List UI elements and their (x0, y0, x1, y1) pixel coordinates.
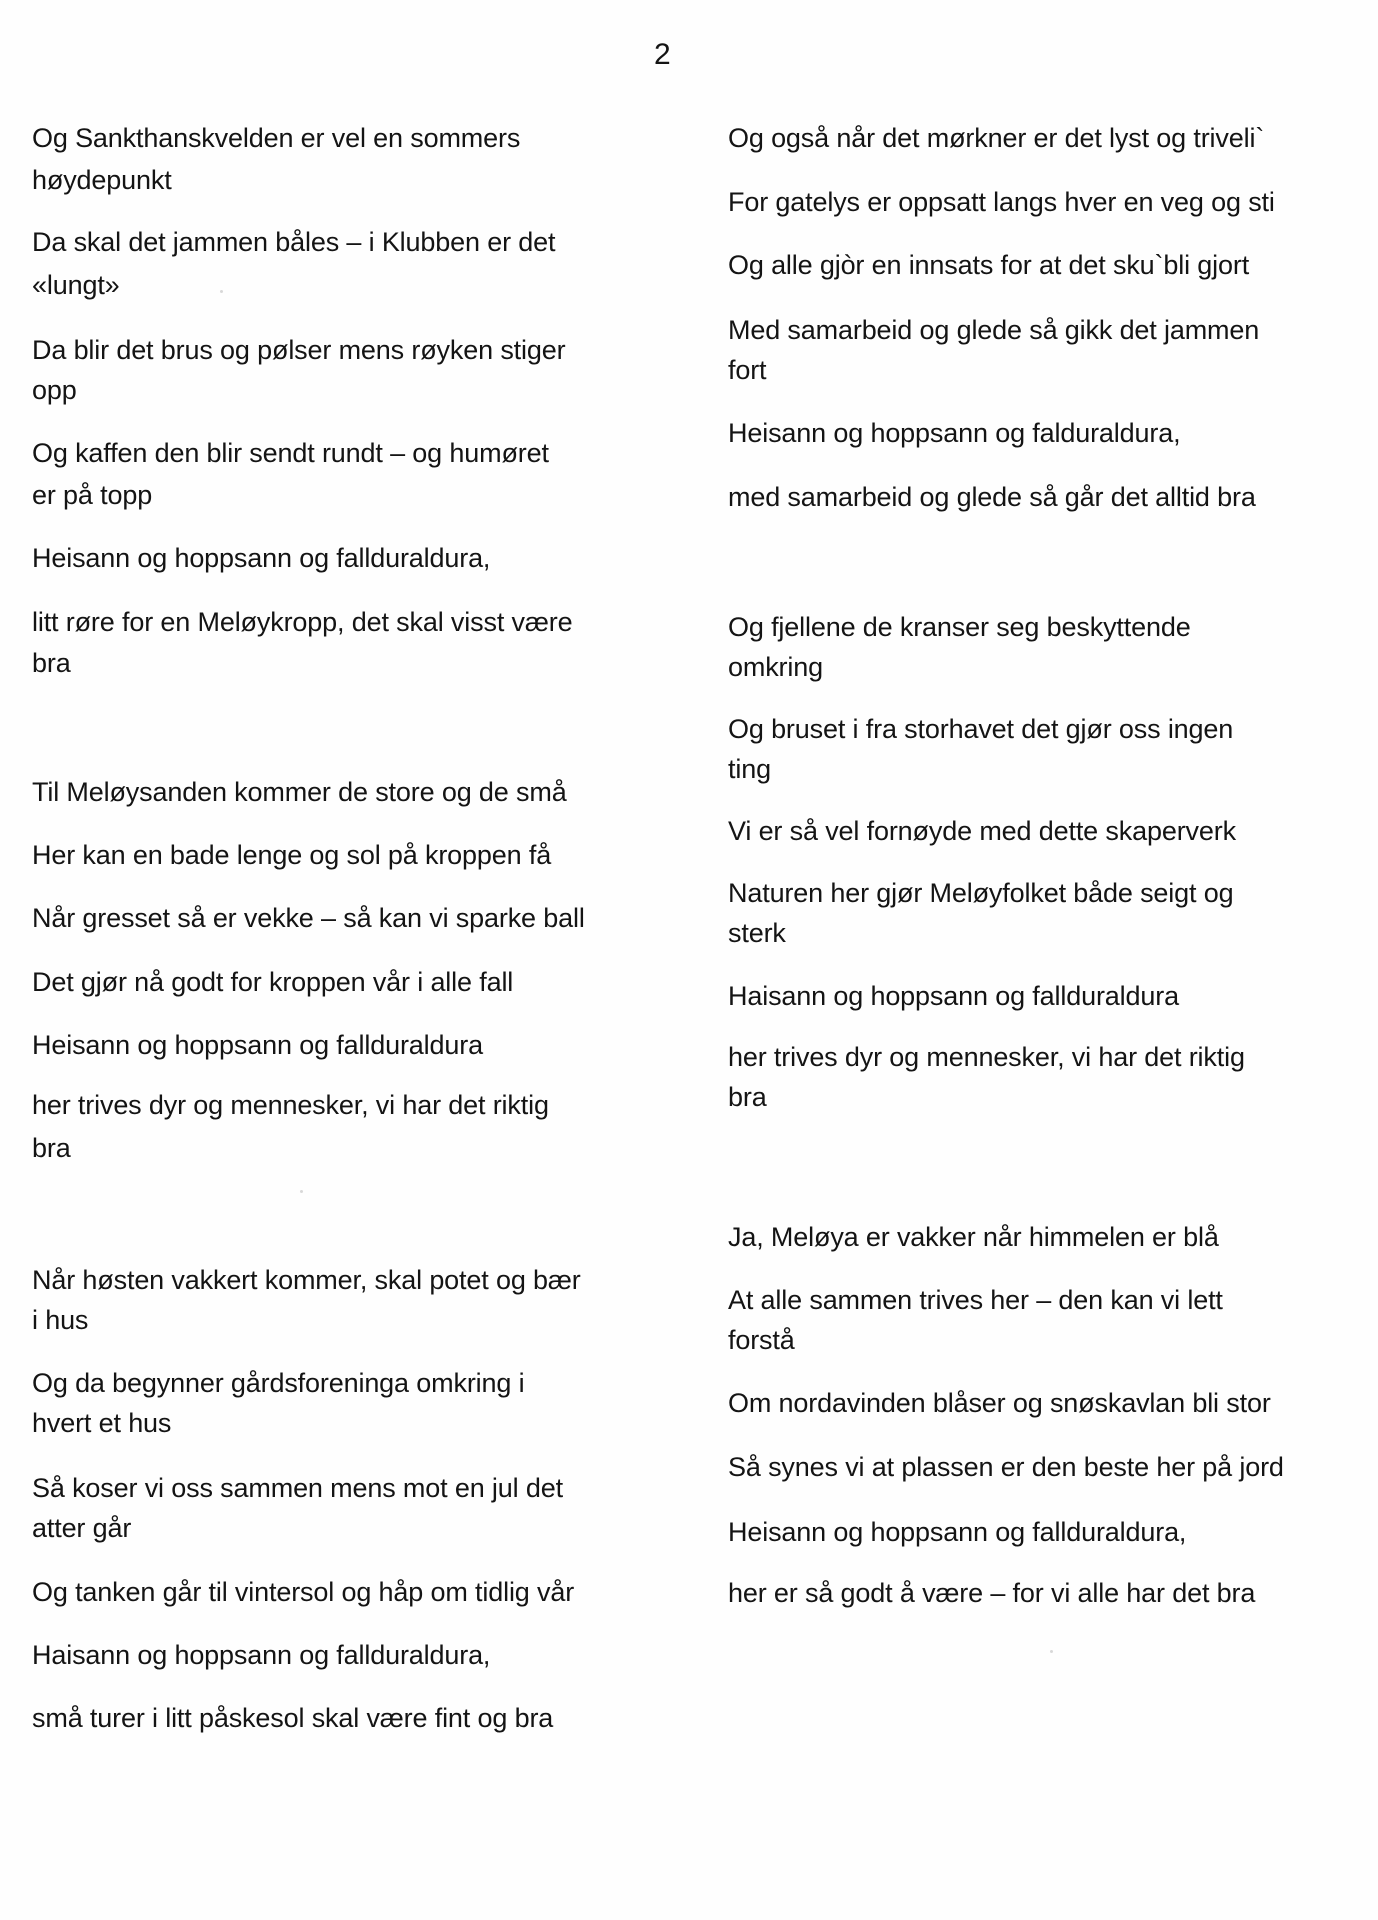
verse-line: her er så godt å være – for vi alle har det bra (728, 1578, 1256, 1608)
verse-line: For gatelys er oppsatt langs hver en veg og sti (728, 187, 1275, 217)
verse-line: forstå (728, 1325, 795, 1355)
verse-line: Om nordavinden blåser og snøskavlan bli stor (728, 1388, 1271, 1418)
verse-line: høydepunkt (32, 165, 172, 195)
verse-line: er på topp (32, 480, 153, 510)
verse-line: omkring (728, 652, 823, 682)
verse-line: Og fjellene de kranser seg beskyttende (728, 612, 1191, 642)
verse-line: atter går (32, 1513, 132, 1543)
verse-line: Med samarbeid og glede så gikk det jammen (728, 315, 1260, 345)
verse-line: Så koser vi oss sammen mens mot en jul det (32, 1473, 563, 1503)
verse-line: Vi er så vel fornøyde med dette skaperverk (728, 816, 1236, 846)
verse-line: bra (728, 1082, 767, 1112)
verse-line: Heisann og hoppsann og fallduraldura, (32, 543, 491, 573)
page-number: 2 (654, 38, 671, 71)
verse-line: Det gjør nå godt for kroppen vår i alle fall (32, 967, 514, 997)
verse-line: «lungt» (32, 270, 120, 300)
verse-line: sterk (728, 918, 786, 948)
verse-line: Og alle gjòr en innsats for at det sku`bli gjort (728, 250, 1250, 280)
verse-line: Til Meløysanden kommer de store og de små (32, 777, 567, 807)
verse-line: litt røre for en Meløykropp, det skal visst være (32, 607, 573, 637)
verse-line: små turer i litt påskesol skal være fint og bra (32, 1703, 554, 1733)
verse-line: her trives dyr og mennesker, vi har det riktig (32, 1090, 549, 1120)
verse-line: Da blir det brus og pølser mens røyken stiger (32, 335, 566, 365)
verse-line: Og bruset i fra storhavet det gjør oss ingen (728, 714, 1234, 744)
verse-line: opp (32, 375, 77, 405)
verse-line: ting (728, 754, 771, 784)
verse-line: Og da begynner gårdsforeninga omkring i (32, 1368, 525, 1398)
verse-line: Og kaffen den blir sendt rundt – og humøret (32, 438, 549, 468)
verse-line: Og også når det mørkner er det lyst og triveli` (728, 123, 1265, 153)
verse-line: bra (32, 1133, 71, 1163)
verse-line: Heisann og hoppsann og fallduraldura (32, 1030, 483, 1060)
verse-line: Og tanken går til vintersol og håp om tidlig vår (32, 1577, 575, 1607)
verse-line: hvert et hus (32, 1408, 172, 1438)
verse-line: Når høsten vakkert kommer, skal potet og bær (32, 1265, 581, 1295)
verse-line: Her kan en bade lenge og sol på kroppen få (32, 840, 552, 870)
verse-line: Og Sankthanskvelden er vel en sommers (32, 123, 521, 153)
verse-line: Så synes vi at plassen er den beste her på jord (728, 1452, 1284, 1482)
verse-line: Haisann og hoppsann og fallduraldura (728, 981, 1179, 1011)
verse-line: bra (32, 648, 71, 678)
scan-speck (1050, 1650, 1053, 1653)
verse-line: Heisann og hoppsann og fallduraldura, (728, 1517, 1187, 1547)
verse-line: Når gresset så er vekke – så kan vi sparke ball (32, 903, 585, 933)
verse-line: i hus (32, 1305, 89, 1335)
scan-speck (300, 1190, 303, 1193)
verse-line: her trives dyr og mennesker, vi har det riktig (728, 1042, 1245, 1072)
verse-line: Haisann og hoppsann og fallduraldura, (32, 1640, 491, 1670)
verse-line: At alle sammen trives her – den kan vi lett (728, 1285, 1223, 1315)
verse-line: Da skal det jammen båles – i Klubben er det (32, 227, 556, 257)
scan-speck (220, 290, 223, 293)
verse-line: med samarbeid og glede så går det alltid bra (728, 482, 1256, 512)
verse-line: Heisann og hoppsann og falduraldura, (728, 418, 1181, 448)
verse-line: Ja, Meløya er vakker når himmelen er blå (728, 1222, 1219, 1252)
verse-line: fort (728, 355, 767, 385)
verse-line: Naturen her gjør Meløyfolket både seigt og (728, 878, 1234, 908)
